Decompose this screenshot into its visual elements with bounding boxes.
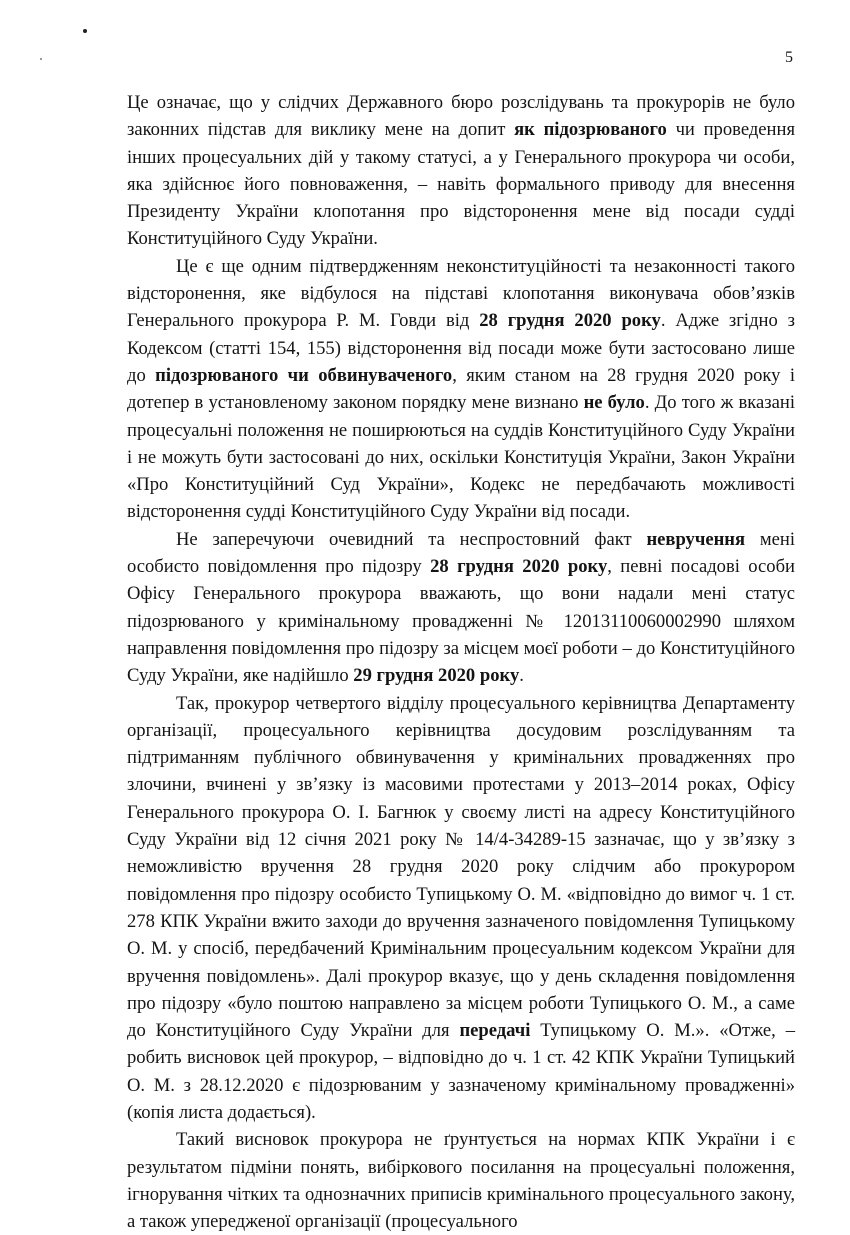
scan-speck	[83, 29, 87, 33]
text-run: , певні посадові особи Офісу Генерального прокурора вважають, що вони надали мені статус підозрюваного у кримінальному провадженні № 12013110060002990 шляхом направлення повідомлення про підозру за місцем моєї роботи – до Конституційного Суду України, яке надійшло	[127, 556, 795, 687]
text-run: . Адже згідно з Кодексом (статті 154, 155) відсторонення від посади може бути застосовано лише до	[127, 310, 795, 386]
bold-text: підозрюваного чи обвинуваченого	[155, 364, 453, 386]
text-run: Не заперечуючи очевидний та неспростовний факт	[176, 528, 647, 550]
bold-text: 28 грудня 2020 року	[430, 556, 608, 578]
bold-text: 28 грудня 2020 року	[479, 310, 661, 332]
scan-speck	[40, 58, 42, 60]
bold-text: невручення	[646, 528, 746, 550]
document-body	[127, 89, 795, 1235]
bold-text: не було	[583, 392, 645, 414]
text-run: Це є ще одним підтвердженням неконституційності та незаконності такого відсторонення, яке відбулося на підставі клопотання виконувача обов’язків Генерального прокурора Р. М. Говди від	[127, 255, 795, 332]
text-run: Такий висновок прокурора не ґрунтується на нормах КПК України і є результатом підміни понять, вибіркового посилання на процесуальні положення, ігнорування чітких та однозначних приписів кримінального процесуального закону, а також упередженої організації (процесуального	[127, 1129, 795, 1233]
bold-text: 29 грудня 2020 року	[353, 665, 520, 687]
paragraph	[127, 89, 795, 253]
text-run: . До того ж вказані процесуальні положення не поширюються на суддів Конституційного Суду України і не можуть бути застосовані до них, оскільки Конституція України, Закон України «Про Конституційний Суд України», Кодекс не передбачають можливості відсторонення судді Конституційного Суду України від посади.	[127, 392, 796, 523]
text-run: Тупицькому О. М.». «Отже, – робить висновок цей прокурор, – відповідно до ч. 1 ст. 42 КПК України Тупицький О. М. з 28.12.2020 є підозрюваним у зазначеному кримінальному провадженні» (копія листа додається).	[127, 1020, 795, 1123]
paragraph	[127, 526, 795, 690]
bold-text: як підозрюваного	[514, 119, 667, 141]
paragraph	[127, 690, 795, 1127]
text-run: Це означає, що у слідчих Державного бюро розслідувань та прокурорів не було законних підстав для виклику мене на допит	[127, 92, 795, 141]
paragraph	[127, 1126, 795, 1235]
bold-text: передачі	[459, 1020, 531, 1042]
text-run: Так, прокурор четвертого відділу процесуального керівництва Департаменту організації, процесуального керівництва досудовим розслідуванням та підтриманням публічного обвинувачення у кримінальних провадженнях про злочини, вчинені у зв’язку із масовими протестами у 2013–2014 роках, Офісу Генерального прокурора О. І. Багнюк у своєму листі на адресу Конституційного Суду України від 12 січня 2021 року № 14/4-34289-15 зазначає, що у зв’язку з неможливістю вручення 28 грудня 2020 року слідчим або прокурором повідомлення про підозру особисто Тупицькому О. М. «відповідно до вимог ч. 1 ст. 278 КПК України вжито заходи до вручення зазначеного повідомлення Тупицькому О. М. у спосіб, передбачений Кримінальним процесуальним кодексом України для вручення повідомлень». Далі прокурор вказує, що у день складення повідомлення про підозру «було поштою направлено за місцем роботи Тупицького О. М., а саме до Конституційного Суду України для	[127, 692, 795, 1042]
page-number: 5	[785, 49, 793, 66]
text-run: , яким станом на 28 грудня 2020 року і дотепер в установленому законом порядку мене визнано	[127, 364, 795, 414]
text-run: чи проведення інших процесуальних дій у такому статусі, а у Генерального прокурора чи особи, яка здійснює його повноваження, – навіть формального приводу для внесення Президенту України клопотання про відсторонення мене від посади судді Конституційного Суду України.	[127, 119, 795, 250]
text-run: мені особисто повідомлення про підозру	[127, 528, 795, 578]
paragraph	[127, 253, 795, 526]
text-run: .	[519, 665, 524, 687]
